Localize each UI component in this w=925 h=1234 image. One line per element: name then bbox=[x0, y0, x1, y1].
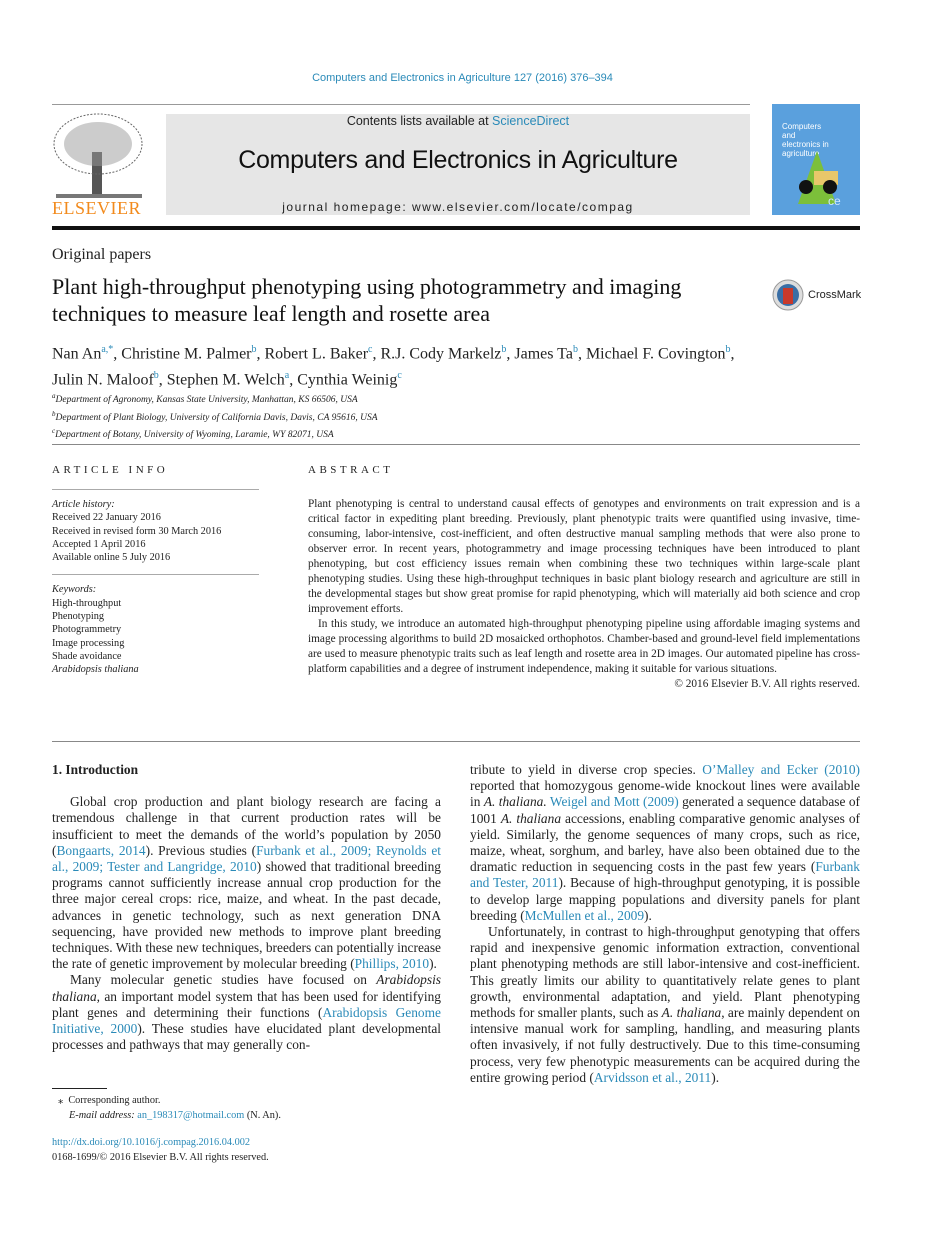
body-paragraph bbox=[470, 924, 860, 1086]
section-heading: 1. Introduction bbox=[52, 762, 139, 777]
citation-link[interactable]: Bongaarts, 2014 bbox=[56, 842, 146, 858]
author-name: Cynthia Weinig bbox=[297, 371, 398, 389]
affiliation-text: Department of Botany, University of Wyoming, Laramie, WY 82071, USA bbox=[55, 430, 334, 441]
affiliation-text: Department of Agronomy, Kansas State University, Manhattan, KS 66506, USA bbox=[55, 395, 358, 406]
body-text: reported that homozygous genome-wide knockout lines were available in bbox=[470, 778, 860, 810]
affiliations bbox=[52, 390, 378, 443]
divider bbox=[52, 104, 750, 105]
history-item: Available online 5 July 2016 bbox=[52, 552, 171, 564]
body-column-right bbox=[470, 762, 860, 1086]
affiliation bbox=[52, 390, 378, 408]
doi-link[interactable]: http://dx.doi.org/10.1016/j.compag.2016.04.002 bbox=[52, 1137, 251, 1148]
body-text: ) showed that traditional breeding programs cannot sufficiently increase annual crop production for the three major cereal crops: rice, maize, and wheat. In the past decade, advances in genetic technology, such as next generation DNA sequencing, have provided new methods to improve plant breeding techniques. With these new techniques, breeders can potentially increase the rate of genetic improvement by molecular breeding ( bbox=[52, 859, 441, 972]
author-name: Nan An bbox=[52, 345, 102, 363]
article-history bbox=[52, 498, 259, 564]
citation-link[interactable]: Arabidopsis Genome Initiative, 2000 bbox=[52, 1004, 441, 1037]
citation-link[interactable]: Furbank and Tester, 2011 bbox=[470, 859, 860, 891]
author-name: Christine M. Palmer bbox=[121, 345, 252, 363]
body-column-left bbox=[52, 762, 441, 1053]
abstract-copyright: © 2016 Elsevier B.V. All rights reserved. bbox=[674, 678, 860, 690]
footnote-star: ⁎ bbox=[58, 1095, 64, 1106]
body-text: ). Because of high-throughput genotyping, it is possible to develop large mapping populations and diversity panels for plant breeding ( bbox=[470, 875, 861, 923]
keyword: Photogrammetry bbox=[52, 624, 122, 636]
affiliation-text: Department of Plant Biology, University of California Davis, Davis, CA 95616, USA bbox=[55, 412, 378, 423]
body-text: ). bbox=[429, 956, 437, 972]
body-text: ). bbox=[644, 907, 652, 923]
affiliation-marker: b bbox=[52, 409, 56, 418]
journal-homepage-link[interactable]: journal homepage: www.elsevier.com/locate/compag bbox=[282, 200, 634, 214]
footnotes bbox=[52, 1088, 452, 1165]
citation-link[interactable]: O’Malley and Ecker (2010) bbox=[702, 762, 860, 777]
history-label: Article history: bbox=[52, 499, 115, 510]
citation-link[interactable]: Weigel and Mott (2009) bbox=[549, 794, 679, 810]
article-info-heading: ARTICLE INFO bbox=[52, 464, 169, 476]
italic-term: Arabidopsis thaliana bbox=[52, 972, 441, 1004]
body-text: , an important model system that has been used for identifying plant genes and determining their functions ( bbox=[52, 988, 441, 1020]
svg-text:ce: ce bbox=[828, 194, 841, 208]
author-affiliation-marker[interactable]: c bbox=[368, 344, 373, 355]
history-item: Received 22 January 2016 bbox=[52, 512, 161, 524]
body-text: Unfortunately, in contrast to high-throughput genotyping that offers rapid and inexpensive genomic information extraction, conventional plant phenotyping methods are still labor-intensive and cost-inefficient. This greatly limits our ability to quantitatively relate genes to plant growth, environmental adaptation, and yield. Plant phenotyping methods for smaller plants, such as bbox=[470, 924, 860, 1021]
issn-copyright: 0168-1699/© 2016 Elsevier B.V. All rights reserved. bbox=[52, 1152, 269, 1163]
keyword: Arabidopsis thaliana bbox=[52, 664, 139, 676]
italic-term: A. thaliana. bbox=[483, 794, 547, 810]
keyword: Phenotyping bbox=[52, 611, 105, 623]
journal-title: Computers and Electronics in Agriculture bbox=[238, 146, 678, 174]
abstract bbox=[308, 464, 860, 692]
contents-line bbox=[166, 114, 750, 128]
citation-link[interactable]: Phillips, 2010 bbox=[354, 956, 430, 972]
affiliation-marker: a bbox=[52, 392, 56, 400]
divider bbox=[52, 741, 860, 742]
author-affiliation-marker[interactable]: b bbox=[251, 344, 257, 355]
crossmark-icon bbox=[772, 279, 804, 311]
corresponding-author: Corresponding author. bbox=[68, 1095, 161, 1106]
keywords-label: Keywords: bbox=[52, 584, 97, 596]
author-affiliation-marker[interactable]: a,* bbox=[101, 344, 114, 355]
abstract-paragraph: Plant phenotyping is central to understand causal effects of genotypes and environments on trait expression and is a critical factor in expediting plant breeding. Previously, plant phenotypic traits were quantified using invasive, time-consuming, labor-intensive, cost-inefficient, and often destructive manual sampling methods that were also prone to observer error. In recent years, photogrammetry and image processing techniques have been introduced to plant phenotyping, but cost efficiency issues remain when combining these two techniques within large-scale plant phenotyping studies. Using these high-throughput techniques in basic plant biology research and agriculture are still in the developmental stages but show great promise for rapid phenotyping, which will materially aid both science and crop improvement efforts. bbox=[308, 498, 860, 615]
affiliation-marker: c bbox=[52, 427, 56, 436]
author-name: Michael F. Covington bbox=[585, 345, 726, 363]
cover-illustration bbox=[784, 149, 850, 211]
body-text: ). bbox=[711, 1069, 720, 1085]
history-item: Accepted 1 April 2016 bbox=[52, 538, 146, 550]
italic-term: A. thaliana bbox=[661, 1005, 722, 1021]
author-affiliation-marker[interactable]: a bbox=[284, 370, 290, 382]
crossmark-button[interactable] bbox=[772, 279, 861, 311]
body-text: ). Previous studies ( bbox=[145, 842, 257, 858]
author-affiliation-marker[interactable]: b bbox=[572, 344, 578, 355]
body-text: ). These studies have elucidated plant developmental processes and pathways that may generally con- bbox=[52, 1021, 441, 1053]
email-link[interactable]: an_198317@hotmail.com bbox=[137, 1110, 245, 1121]
sciencedirect-link[interactable]: ScienceDirect bbox=[492, 114, 570, 128]
body-text: Global crop production and plant biology research are facing a tremendous challenge in that current production rates will be insufficient to meet the demands of the world’s population by 2050 ( bbox=[52, 794, 441, 858]
affiliation bbox=[52, 408, 378, 426]
author-name: James Ta bbox=[514, 345, 573, 363]
divider bbox=[52, 574, 259, 575]
body-text: accessions, enabling comparative genomic analyses of yield. Similarly, the genome sequences of many crops, such as rice, maize, wheat, sorghum, and barley, have also been obtained due to the dramatic reduction in sequencing costs in the past few years ( bbox=[470, 810, 860, 875]
body-text: generated a sequence database of 1001 bbox=[470, 794, 860, 826]
keyword: Shade avoidance bbox=[52, 650, 122, 662]
abstract-paragraph: In this study, we introduce an automated high-throughput phenotyping pipeline using affordable imaging systems and image processing algorithms to build 2D mosaicked orthophotos. Chamber-based and ground-level field implementations are used to measure phenotypic traits such as leaf length and rosette area in 2D images. Our automated pipeline has cross-platform capabilities and a degree of instrument independence, making it suitable for various situations. bbox=[308, 618, 860, 675]
divider bbox=[52, 489, 259, 490]
author-affiliation-marker[interactable]: b bbox=[501, 344, 507, 355]
journal-cover-image[interactable] bbox=[772, 104, 860, 215]
keyword: High-throughput bbox=[52, 597, 122, 609]
body-paragraph bbox=[470, 762, 860, 924]
crossmark-label: CrossMark bbox=[808, 289, 862, 301]
body-text: Many molecular genetic studies have focused on bbox=[70, 972, 377, 988]
contents-prefix: Contents lists available at bbox=[346, 114, 493, 128]
journal-citation-link[interactable]: Computers and Electronics in Agriculture 127 (2016) 376–394 bbox=[312, 72, 613, 84]
body-text: , are mainly dependent on intensive manual work for sampling, handling, and measuring plants often invasively, if not fully destructively. Due to this time-consuming process, very few phenotypic measurements can be acquired during the entire growing period ( bbox=[470, 1005, 861, 1085]
body-paragraph bbox=[52, 972, 441, 1053]
footnote-rule bbox=[52, 1088, 107, 1089]
article-section: Original papers bbox=[52, 246, 152, 263]
header-rule bbox=[52, 226, 860, 230]
body-paragraph bbox=[52, 794, 441, 972]
article-info bbox=[52, 464, 259, 677]
abstract-heading: ABSTRACT bbox=[308, 464, 394, 476]
citation-link[interactable]: Furbank et al., 2009; Reynolds et al., 2009; Tester and Langridge, 2010 bbox=[52, 842, 441, 875]
author-name: R.J. Cody Markelz bbox=[380, 345, 502, 363]
article-title: Plant high-throughput phenotyping using photogrammetry and imaging techniques to measure leaf length and rosette area bbox=[52, 274, 682, 326]
citation-link[interactable]: McMullen et al., 2009 bbox=[524, 907, 645, 923]
author-list: Nan $An^{a,*}$, Christine M. Palmer$^b$, Robert L. Baker$^c$, R.J. Cody Markelz$^b$, James Ta$^b$, Michael F. Covington$^b$, Julin N. Maloof$^b$, Stephen M. Welch$^a$, Cynthia Weinig$^c$ bbox=[52, 344, 735, 389]
citation-link[interactable]: Arvidsson et al., 2011 bbox=[593, 1069, 712, 1085]
divider bbox=[52, 444, 860, 445]
author-name: Julin N. Maloof bbox=[52, 371, 154, 389]
elsevier-wordmark: ELSEVIER bbox=[52, 198, 141, 218]
author-affiliation-marker[interactable]: b bbox=[725, 344, 731, 355]
author-name: Robert L. Baker bbox=[264, 345, 369, 363]
keyword: Image processing bbox=[52, 637, 125, 649]
italic-term: A. thaliana bbox=[500, 810, 562, 826]
affiliation bbox=[52, 425, 378, 443]
keywords bbox=[52, 583, 259, 676]
body-text: tribute to yield in diverse crop species. bbox=[470, 762, 703, 777]
author-name: Stephen M. Welch bbox=[166, 371, 285, 389]
email-suffix: (N. An). bbox=[244, 1110, 281, 1121]
author-affiliation-marker[interactable]: b bbox=[153, 370, 159, 382]
author-affiliation-marker[interactable]: c bbox=[397, 370, 402, 382]
cover-title: Computers and electronics in agriculture bbox=[782, 122, 829, 158]
email-label: E-mail address: bbox=[69, 1110, 135, 1121]
history-item: Received in revised form 30 March 2016 bbox=[52, 525, 222, 537]
